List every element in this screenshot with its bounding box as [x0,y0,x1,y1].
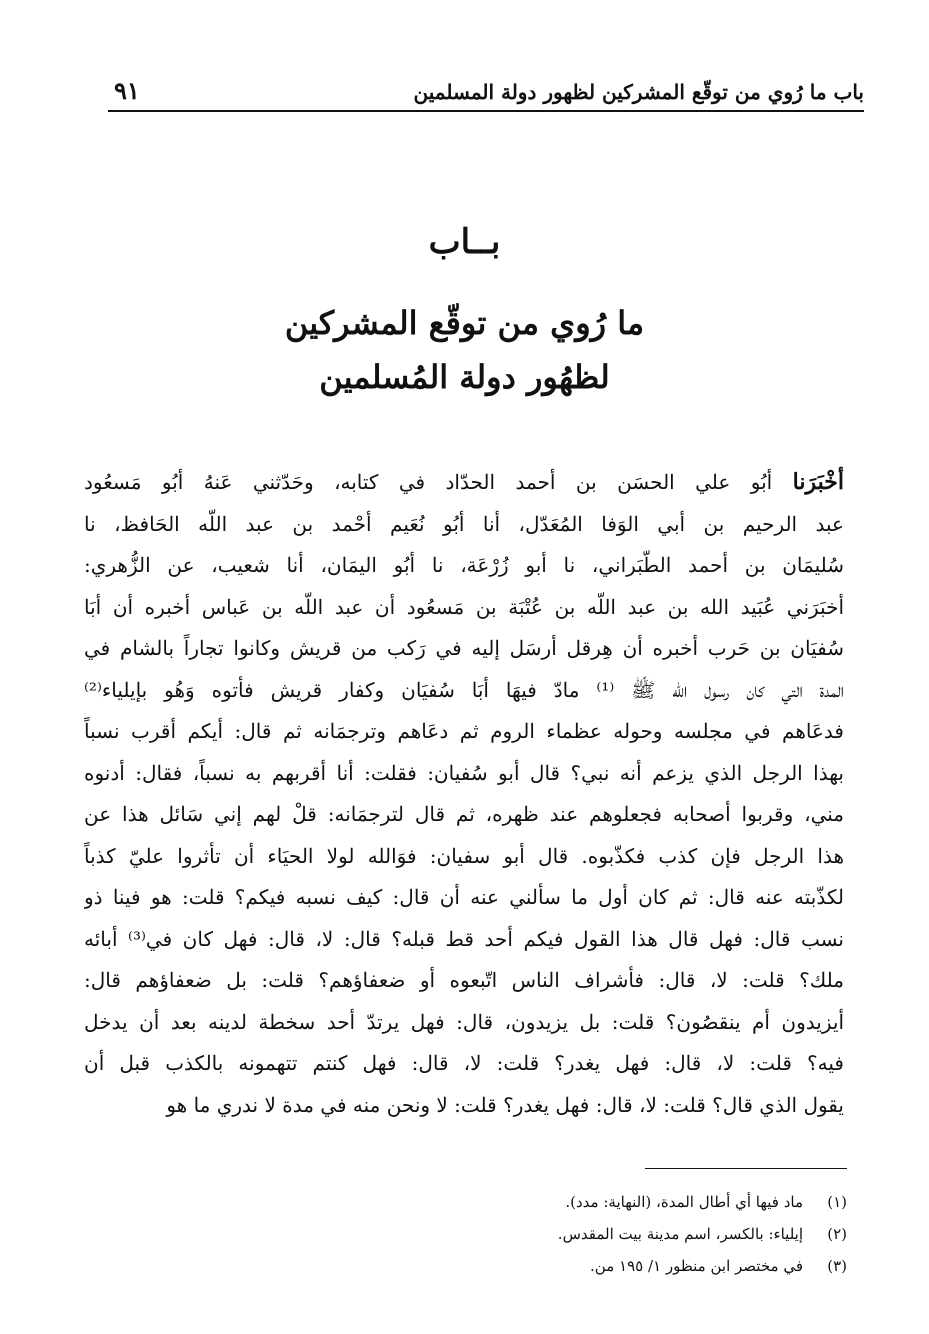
body-line-16: يقول الذي قال؟ قلت: لا، قال: فهل يغدر؟ قلت: لا ونحن منه في مدة لا ندري ما هو [166,1092,844,1117]
body-line-14: أيزيدون أم ينقصُون؟ قلت: بل يزيدون، قال: فهل يرتدّ أحد سخطة لدينه بعد أن يدخل [84,1009,844,1034]
footnote-1 [247,1186,847,1218]
footnote-2 [247,1218,847,1250]
footnote-number: (٣) [827,1257,847,1275]
footnote-number: (١) [827,1193,847,1211]
body-line-12: نسب قال: فهل قال هذا القول فيكم أحد قط قبله؟ قال: لا، قال: فهل كان في⁽³⁾ أبائه [84,926,844,951]
running-header [108,74,864,112]
body-line-10: هذا الرجل فإن كذب فكذّبوه. قال أبو سفيان: فوَالله لولا الحيَاء أن تأثروا عليّ كذباً [84,843,844,868]
body-line-1 [84,462,844,504]
running-title: باب ما رُوي من توقّع المشركين لظهور دولة المسلمين [413,80,864,104]
body-line-1-text: أبُو علي الحسَن بن أحمد الحدّاد في كتابه، وحَدّثني عَنهُ أبُو مَسعُود [84,470,773,494]
footnote-text: ماد فيها أي أطال المدة، (النهاية: مدد). [565,1193,803,1211]
body-line-4: أخبَرَني عُبَيد الله بن عبد اللّه بن عُتْبَة بن مَسعُود أن عبد اللّه بن عَباس أخبره أن أبَا [84,594,844,619]
footnote-3 [247,1250,847,1282]
body-line-6: المدة التي كان رسول الله ﷺ ⁽¹⁾ مادّ فيهَا أبَا سُفيَان وكفار قريش فأتوه وَهُو بإيلياء⁽²⁾ [84,677,844,702]
body-line-13: ملك؟ قلت: لا، قال: فأشراف الناس اتّبعوه أو ضعفاؤهم؟ قلت: بل ضعفاؤهم قال: [84,968,844,992]
chapter-label: بــاب [428,222,501,262]
body-line-15: فيه؟ قلت: لا، قال: فهل يغدر؟ قلت: لا، قال: فهل كنتم تتهمونه بالكذب قبل أن [84,1051,844,1075]
body-text [84,462,844,1126]
body-line-3: سُليمَان بن أحمد الطّبَراني، نا أبو زُرْعَة، نا أبُو اليمَان، أنا شعيب، عن الزُّهري: [84,553,844,577]
chapter-title-line-1: ما رُوي من توقّع المشركين [284,304,645,342]
body-line-5: سُفيَان بن حَرب أخبره أن هِرقل أرسَل إليه في رَكب من قريش وكانوا تجاراً بالشام في [84,636,844,660]
body-line-8: بهذا الرجل الذي يزعم أنه نبي؟ قال أبو سُفيان: فقلت: أنا أقربهم به نسباً، فقال: أدنوه [84,760,844,785]
body-line-9: مني، وقربوا أصحابه فجعلوهم عند ظهره، ثم قال لترجمَانه: قلْ لهم إني سَائل هذا عن [84,802,844,826]
footnote-divider [645,1168,847,1169]
page-number: ٩١ [114,76,140,105]
footnote-text: في مختصر ابن منظور ١/ ١٩٥ من. [590,1257,803,1275]
body-line-2: عبد الرحيم بن أبي الوَفا المُعَدّل، أنا أبُو نُعَيم أحْمد بن عبد اللّه الحَافظ، نا [84,511,844,536]
lead-word: أخْبَرَنا [792,469,844,495]
chapter-title-line-2: لظهُور دولة المُسلمين [319,358,610,396]
footnote-text: إيلياء: بالكسر، اسم مدينة بيت المقدس. [557,1225,803,1243]
footnote-number: (٢) [827,1225,847,1243]
footnotes [247,1186,847,1282]
body-line-7: فدعَاهم في مجلسه وحوله عظماء الروم ثم دعَاهم وترجمَانه ثم قال: أيكم أقرب نسباً [84,719,844,743]
chapter-title [0,296,929,404]
body-line-11: لكذّبته عنه قال: ثم كان أول ما سألني عنه أن قال: كيف نسبه فيكم؟ قلت: هو فينا ذو [84,885,844,909]
